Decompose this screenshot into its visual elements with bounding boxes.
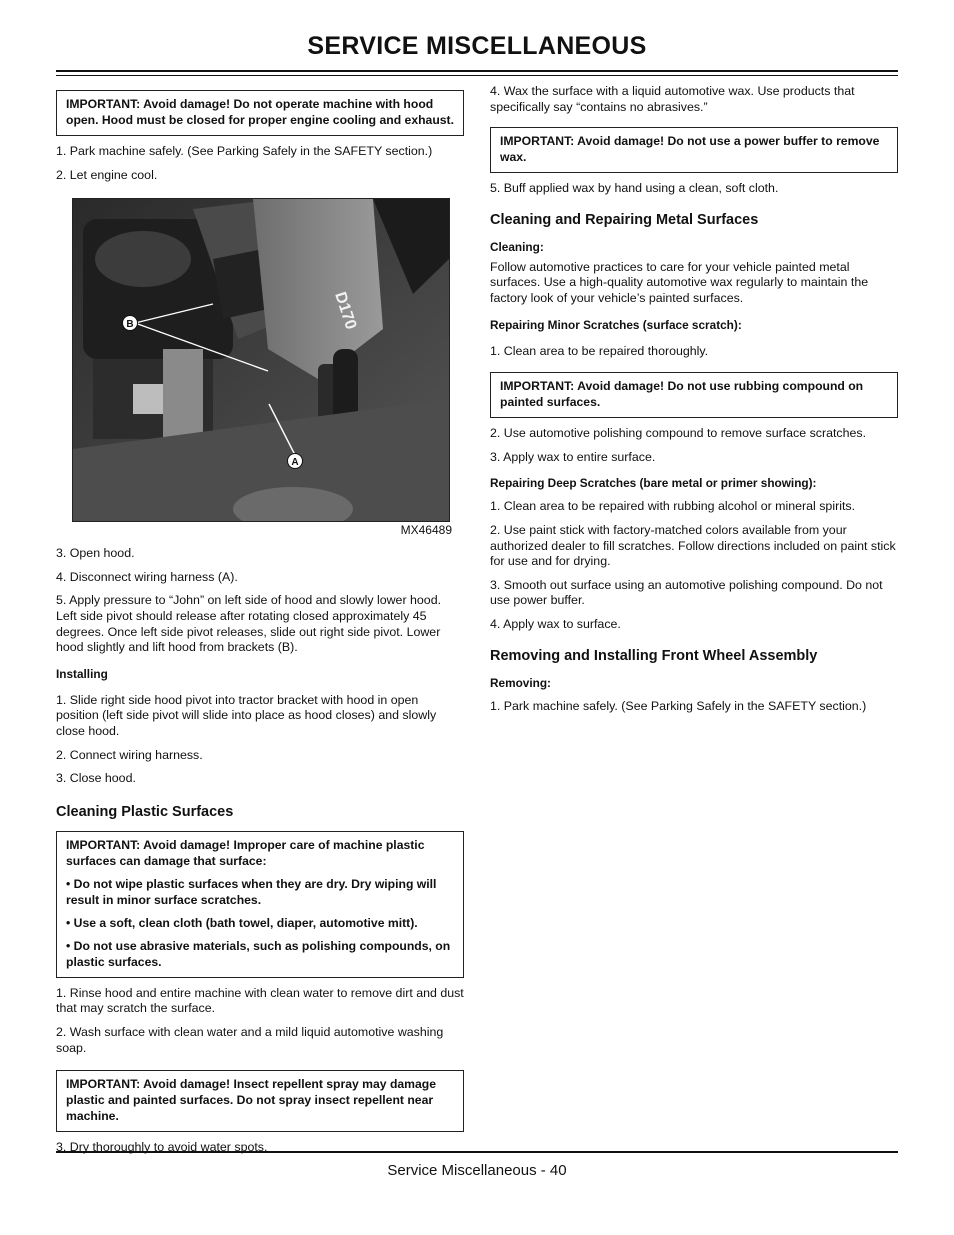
minor-scratch-heading: Repairing Minor Scratches (surface scratch):	[490, 317, 742, 332]
metal-heading: Cleaning and Repairing Metal Surfaces	[490, 211, 759, 228]
footer-rule	[56, 1151, 898, 1153]
plastic-step-3: 3. Dry thoroughly to avoid water spots.	[56, 1140, 268, 1155]
right-column	[490, 84, 898, 714]
page-footer: Service Miscellaneous - 40	[387, 1162, 567, 1179]
cleaning-text: Follow automotive practices to care for your vehicle painted metal surfaces. Use a high-quality automotive wax regularly to maintain the factory look of your vehicle’s painted surfaces.	[490, 259, 869, 305]
important-text: IMPORTANT: Avoid damage! Do not use a power buffer to remove wax.	[500, 134, 880, 165]
important-text: IMPORTANT: Avoid damage! Do not use rubbing compound on painted surfaces.	[500, 379, 864, 410]
callout-b: B	[126, 319, 134, 331]
installing-heading: Installing	[56, 666, 108, 681]
left-column	[56, 84, 464, 1156]
figure-id: MX46489	[400, 523, 452, 538]
deep-step-3: 3. Smooth out surface using an automotive polishing compound. Do not use power buffer.	[490, 577, 883, 608]
step-open-hood: 3. Open hood.	[56, 546, 135, 561]
important-notice-hood	[56, 90, 464, 136]
important-bullet: • Use a soft, clean cloth (bath towel, diaper, automotive mitt).	[66, 915, 418, 930]
install-step-3: 3. Close hood.	[56, 771, 136, 786]
cleaning-heading: Cleaning:	[490, 239, 544, 254]
minor-step-3: 3. Apply wax to entire surface.	[490, 449, 656, 464]
plastic-step-2: 2. Wash surface with clean water and a mild liquid automotive washing soap.	[56, 1024, 444, 1055]
step-disconnect: 4. Disconnect wiring harness (A).	[56, 569, 238, 584]
wheel-step-1: 1. Park machine safely. (See Parking Safely in the SAFETY section.)	[490, 698, 867, 713]
important-text: IMPORTANT: Avoid damage! Improper care of machine plastic surfaces can damage that surface:	[66, 837, 425, 868]
step-lower-hood: 5. Apply pressure to “John” on left side of hood and slowly lower hood. Left side pivot should release after rotating closed approximately 45 degrees. Once left side pivot releases, slide out right side pivot. Lower hood slightly and lift hood from brackets (B).	[56, 593, 442, 655]
important-text: IMPORTANT: Avoid damage! Insect repellent spray may damage plastic and painted surfaces. Do not spray insect repellent near machine.	[66, 1077, 437, 1124]
deep-step-1: 1. Clean area to be repaired with rubbing alcohol or mineral spirits.	[490, 499, 856, 514]
removing-heading: Removing:	[490, 675, 551, 690]
wax-step-5: 5. Buff applied wax by hand using a clean, soft cloth.	[490, 181, 779, 196]
important-notice-insect	[56, 1070, 464, 1132]
deep-scratch-heading: Repairing Deep Scratches (bare metal or primer showing):	[490, 476, 817, 491]
important-notice-rubbing	[490, 372, 898, 418]
header-rule-thin	[56, 75, 898, 76]
step-cool: 2. Let engine cool.	[56, 167, 158, 182]
important-notice-buffer	[490, 127, 898, 173]
header-rule	[56, 70, 898, 72]
photo-illustration	[73, 199, 449, 521]
important-bullet: • Do not wipe plastic surfaces when they are dry. Dry wiping will result in minor surface scratches.	[66, 876, 437, 907]
minor-step-1: 1. Clean area to be repaired thoroughly.	[490, 343, 709, 358]
deep-step-2: 2. Use paint stick with factory-matched colors available from your authorized dealer to fill scratches. Follow directions included on paint stick for use and for drying.	[490, 522, 896, 569]
callout-a: A	[291, 457, 299, 469]
step-park: 1. Park machine safely. (See Parking Safely in the SAFETY section.)	[56, 144, 433, 158]
hood-model-mark: D170	[331, 290, 360, 332]
plastic-step-1: 1. Rinse hood and entire machine with clean water to remove dirt and dust that may scratch the surface.	[56, 985, 464, 1016]
deep-step-4: 4. Apply wax to surface.	[490, 616, 621, 631]
page-title: SERVICE MISCELLANEOUS	[307, 32, 647, 60]
important-text: IMPORTANT: Avoid damage! Do not operate machine with hood open. Hood must be closed for proper engine cooling and exhaust.	[66, 97, 455, 127]
front-wheel-heading: Removing and Installing Front Wheel Assembly	[490, 647, 818, 664]
install-step-1: 1. Slide right side hood pivot into tractor bracket with hood in open position (left side pivot will slide into place as hood closes) and slowly close hood.	[56, 692, 437, 738]
tractor-hood-photo	[72, 198, 450, 522]
install-step-2: 2. Connect wiring harness.	[56, 747, 203, 762]
important-notice-plastic	[56, 831, 464, 978]
plastic-heading: Cleaning Plastic Surfaces	[56, 803, 234, 820]
minor-step-2: 2. Use automotive polishing compound to remove surface scratches.	[490, 426, 867, 441]
important-bullet: • Do not use abrasive materials, such as polishing compounds, on plastic surfaces.	[66, 938, 451, 969]
wax-step-4: 4. Wax the surface with a liquid automotive wax. Use products that specifically say “contains no abrasives.”	[490, 84, 855, 114]
